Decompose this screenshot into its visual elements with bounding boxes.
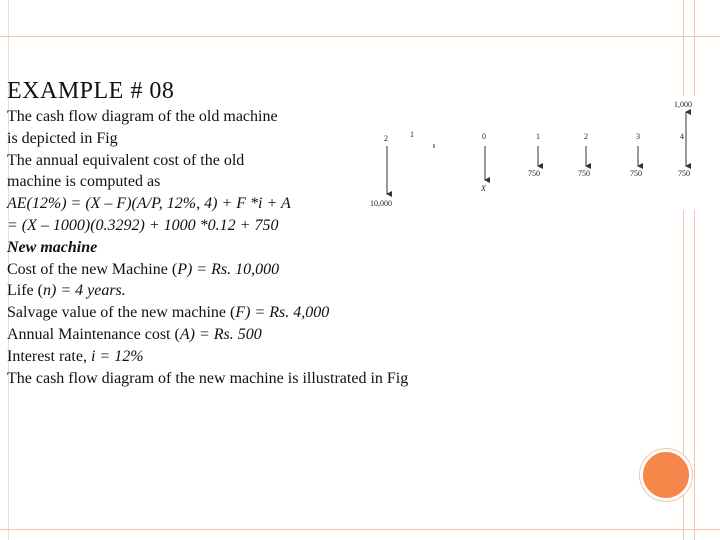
- left-bottom-value: 10,000: [370, 199, 392, 208]
- body-line: is depicted in Fig: [7, 129, 118, 147]
- period-label: 1: [536, 132, 540, 141]
- param-line: Salvage value of the new machine (F) = Rs. 4,000: [7, 304, 330, 322]
- section-heading: New machine: [7, 238, 98, 256]
- closing-line: The cash flow diagram of the new machine is illustrated in Fig: [7, 369, 409, 387]
- body-line: machine is computed as: [7, 173, 161, 191]
- decorative-orange-circle: [640, 449, 692, 501]
- period-label: 3: [636, 132, 640, 141]
- cash-flow-diagram: [368, 96, 706, 210]
- param-line: Cost of the new Machine (P) = Rs. 10,000: [7, 260, 280, 278]
- period-label: 0: [482, 132, 486, 141]
- body-line: The annual equivalent cost of the old: [7, 151, 245, 169]
- formula-line: = (X – 1000)(0.3292) + 1000 *0.12 + 750: [7, 216, 279, 234]
- annual-cost-value: 750: [528, 169, 540, 178]
- slide-title: EXAMPLE # 08: [7, 78, 175, 104]
- param-line: Annual Maintenance cost (A) = Rs. 500: [7, 325, 262, 343]
- left-period-label: 2: [384, 134, 388, 143]
- body-line: The cash flow diagram of the old machine: [7, 108, 278, 125]
- param-line: Life (n) = 4 years.: [7, 282, 126, 300]
- initial-cost-label: X: [481, 184, 486, 193]
- param-line: Interest rate, i = 12%: [7, 347, 144, 365]
- formula-line: AE(12%) = (X – F)(A/P, 12%, 4) + F *i + A: [7, 195, 291, 213]
- annual-cost-value: 750: [578, 169, 590, 178]
- frame-line-top: [0, 36, 720, 37]
- cash-flow-svg: [368, 96, 706, 210]
- annual-cost-value: 750: [630, 169, 642, 178]
- left-period-label: 1: [410, 130, 414, 139]
- top-value-label: 1,000: [674, 100, 692, 109]
- frame-line-right-outer: [694, 0, 695, 540]
- annual-cost-value: 750: [678, 169, 690, 178]
- frame-line-bottom: [0, 529, 720, 530]
- period-label: 2: [584, 132, 588, 141]
- period-label: 4: [680, 132, 684, 141]
